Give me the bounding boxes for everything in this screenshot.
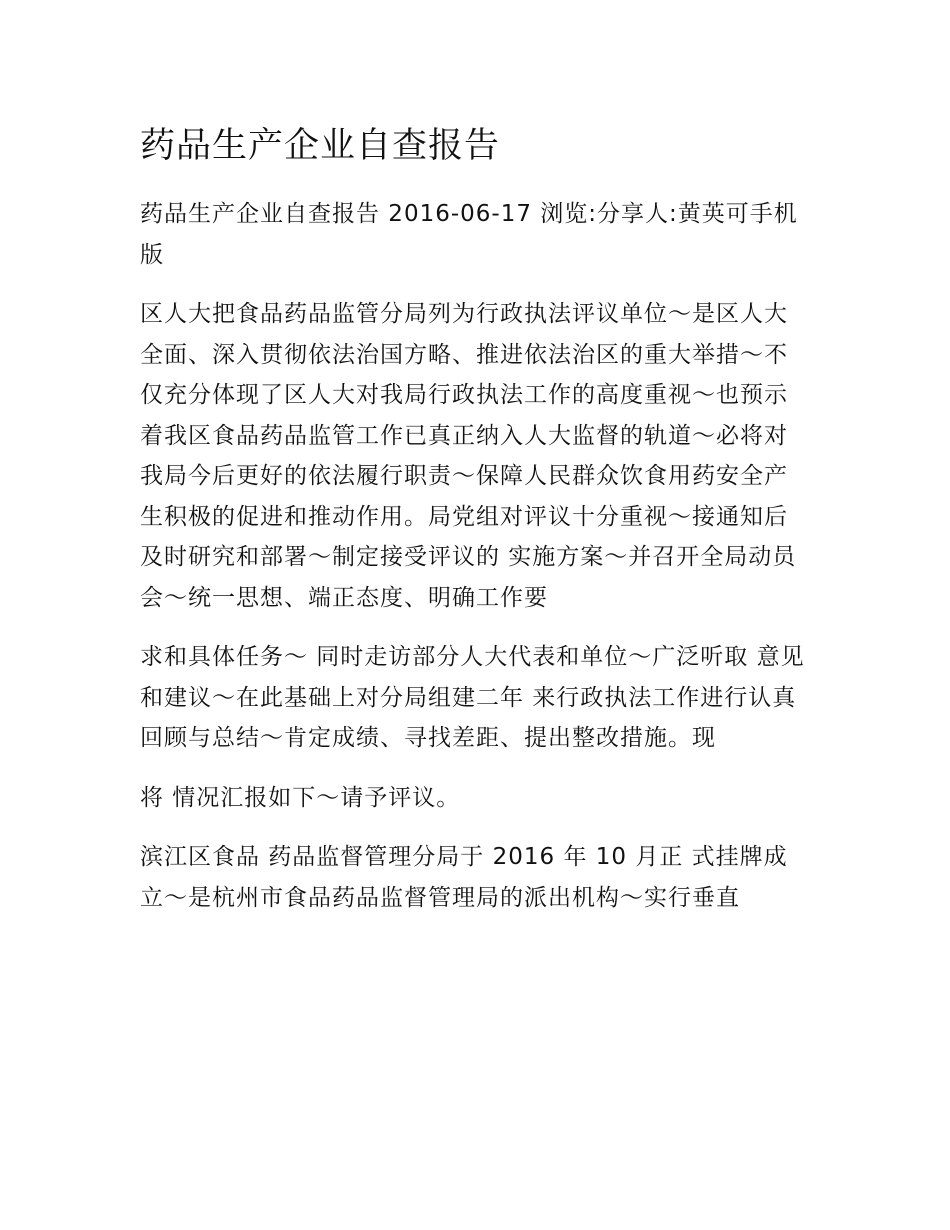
meta-line: 药品生产企业自查报告 2016-06-17 浏览:分享人:黄英可手机版 — [140, 201, 798, 268]
document-title: 药品生产企业自查报告 — [140, 126, 501, 166]
document-page — [140, 120, 810, 937]
body-paragraph-1: 区人大把食品药品监管分局列为行政执法评议单位～是区人大全面、深入贯彻依法治国方略、推进依法治区的重大举措～不仅充分体现了区人大对我局行政执法工作的高度重视～也预示着我区食品药品监管工作已真正纳入人大监督的轨道～必将对我局今后更好的依法履行职责～保障人民群众饮食用药安全产生积极的促进和推动作用。局党组对评议十分重视～接通知后及时研究和部署～制定接受评议的 实施方案～并召开全局动员会～统一思想、端正态度、明确工作要 — [140, 301, 797, 611]
body-paragraph-3: 将 情况汇报如下～请予评议。 — [140, 784, 461, 811]
body-paragraph-2: 求和具体任务～ 同时走访部分人大代表和单位～广泛听取 意见和建议～在此基础上对分局组建二年 来行政执法工作进行认真回顾与总结～肯定成绩、寻找差距、提出整改措施。现 — [140, 644, 805, 751]
body-paragraph-4: 滨江区食品 药品监督管理分局于 2016 年 10 月正 式挂牌成立～是杭州市食品药品监督管理局的派出机构～实行垂直 — [140, 844, 788, 911]
